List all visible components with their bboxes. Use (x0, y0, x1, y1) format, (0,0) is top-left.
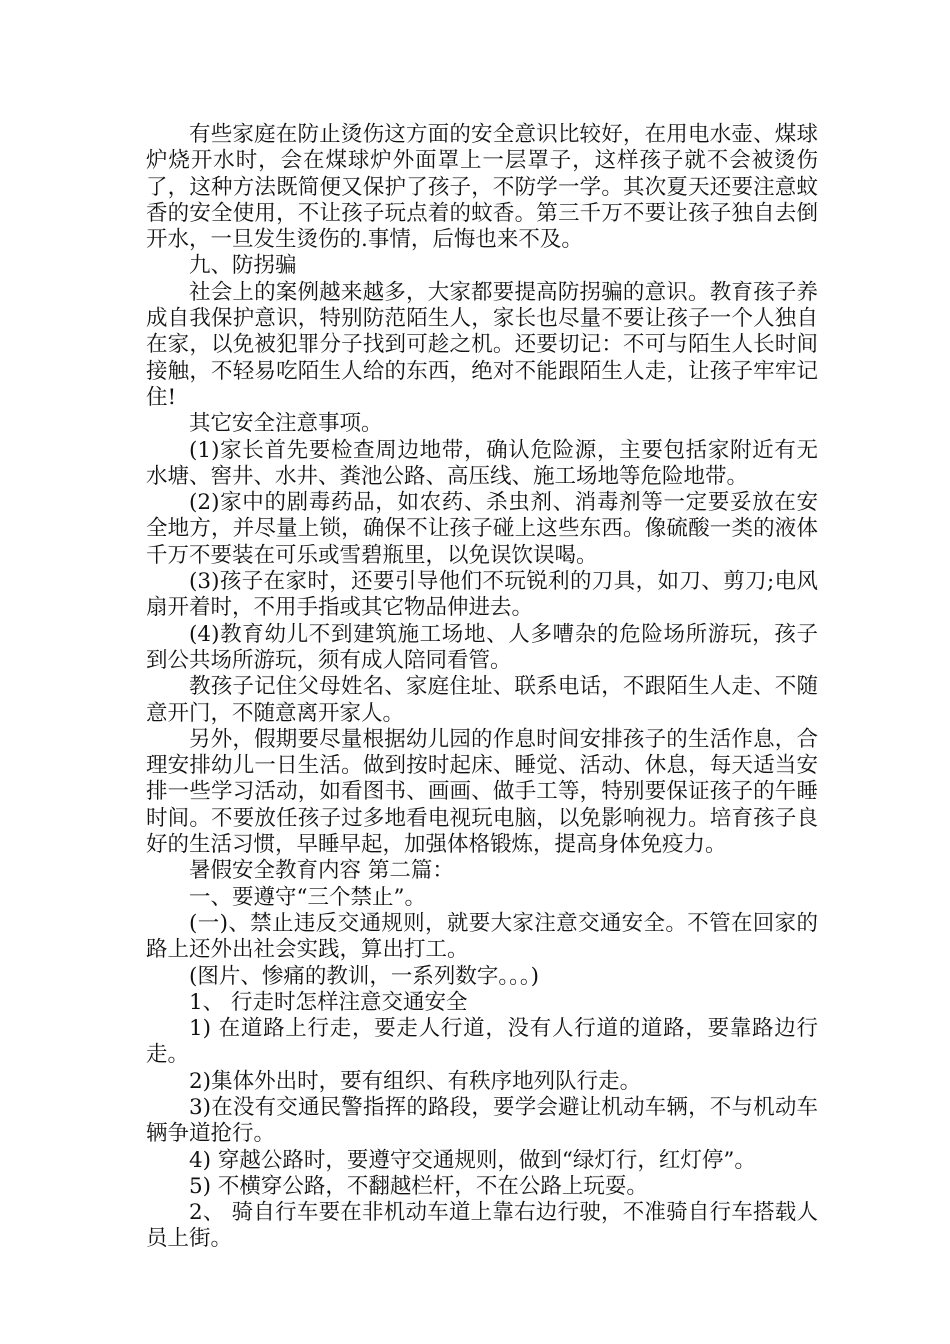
heading-anti-abduction: 九、防拐骗 (189, 253, 297, 279)
heading-three-prohibitions: 一、要遵守“三个禁止”。 (189, 884, 426, 910)
paragraph-schedule: 另外，假期要尽量根据幼儿园的作息时间安排孩子的生活作息，合理安排幼儿一日生活。做到按时起床、睡觉、活动、休息，每天适当安排一些学习活动，如看图书、画画、做手工等，特别要保证孩子的午睡时间。不要放任孩子过多地看电视玩电脑，以免影响视力。培育孩子良好的生活习惯，早睡早起，加强体格锻炼，提高身体免疫力。 (146, 726, 818, 858)
list-item-2: (2)家中的剧毒药品，如农药、杀虫剂、消毒剂等一定要妥放在安全地方，并尽量上锁，确保不让孩子碰上这些东西。像硫酸一类的液体千万不要装在可乐或雪碧瓶里，以免误饮误喝。 (146, 490, 818, 568)
document-page (146, 122, 818, 1253)
paragraph-anti-abduction: 社会上的案例越来越多，大家都要提高防拐骗的意识。教育孩子养成自我保护意识，特别防范陌生人，家长也尽量不要让孩子一个人独自在家，以免被犯罪分子找到可趁之机。还要切记：不可与陌生人长时间接触，不轻易吃陌生人给的东西，绝对不能跟陌生人走，让孩子牢牢记住! (146, 279, 818, 410)
walking-item-1: 1) 在道路上行走，要走人行道，没有人行道的道路，要靠路边行走。 (146, 1016, 818, 1068)
paragraph-remember-info: 教孩子记住父母姓名、家庭住址、联系电话，不跟陌生人走、不随意开门，不随意离开家人。 (146, 674, 818, 726)
list-item-1: (1)家长首先要检查周边地带，确认危险源，主要包括家附近有无水塘、窖井、水井、粪池公路、高压线、施工场地等危险地带。 (146, 437, 818, 489)
walking-item-3: 3)在没有交通民警指挥的路段，要学会避让机动车辆，不与机动车辆争道抢行。 (146, 1094, 818, 1147)
heading-walking-safety: 1、 行走时怎样注意交通安全 (189, 989, 468, 1015)
paragraph-burn-prevention: 有些家庭在防止烫伤这方面的安全意识比较好，在用电水壶、煤球炉烧开水时，会在煤球炉外面罩上一层罩子，这样孩子就不会被烫伤了，这种方法既简便又保护了孩子，不防学一学。其次夏天还要注意蚊香的安全使用，不让孩子玩点着的蚊香。第三千万不要让孩子独自去倒开水，一旦发生烫伤的.事情，后悔也来不及。 (146, 122, 818, 253)
walking-item-5: 5) 不横穿公路，不翻越栏杆，不在公路上玩耍。 (189, 1173, 648, 1199)
list-item-3: (3)孩子在家时，还要引导他们不玩锐利的刀具，如刀、剪刀;电风扇开着时，不用手指或其它物品伸进去。 (146, 569, 818, 621)
heading-part-two: 暑假安全教育内容 第二篇： (189, 858, 454, 884)
heading-other-safety: 其它安全注意事项。 (189, 411, 383, 437)
walking-item-4: 4) 穿越公路时，要遵守交通规则，做到“绿灯行，红灯停”。 (189, 1147, 756, 1173)
walking-item-2: 2)集体外出时，要有组织、有秩序地列队行走。 (189, 1068, 642, 1094)
list-item-4: (4)教育幼儿不到建筑施工场地、人多嘈杂的危险场所游玩，孩子到公共场所游玩，须有成人陪同看管。 (146, 621, 818, 673)
paragraph-traffic-rules: (一)、禁止违反交通规则，就要大家注意交通安全。不管在回家的路上还外出社会实践，算出打工。 (146, 910, 818, 963)
paragraph-pictures-note: (图片、惨痛的教训，一系列数字。。。) (189, 963, 540, 989)
heading-cycling-safety: 2、 骑自行车要在非机动车道上靠右边行驶，不准骑自行车搭载人员上街。 (146, 1200, 818, 1252)
